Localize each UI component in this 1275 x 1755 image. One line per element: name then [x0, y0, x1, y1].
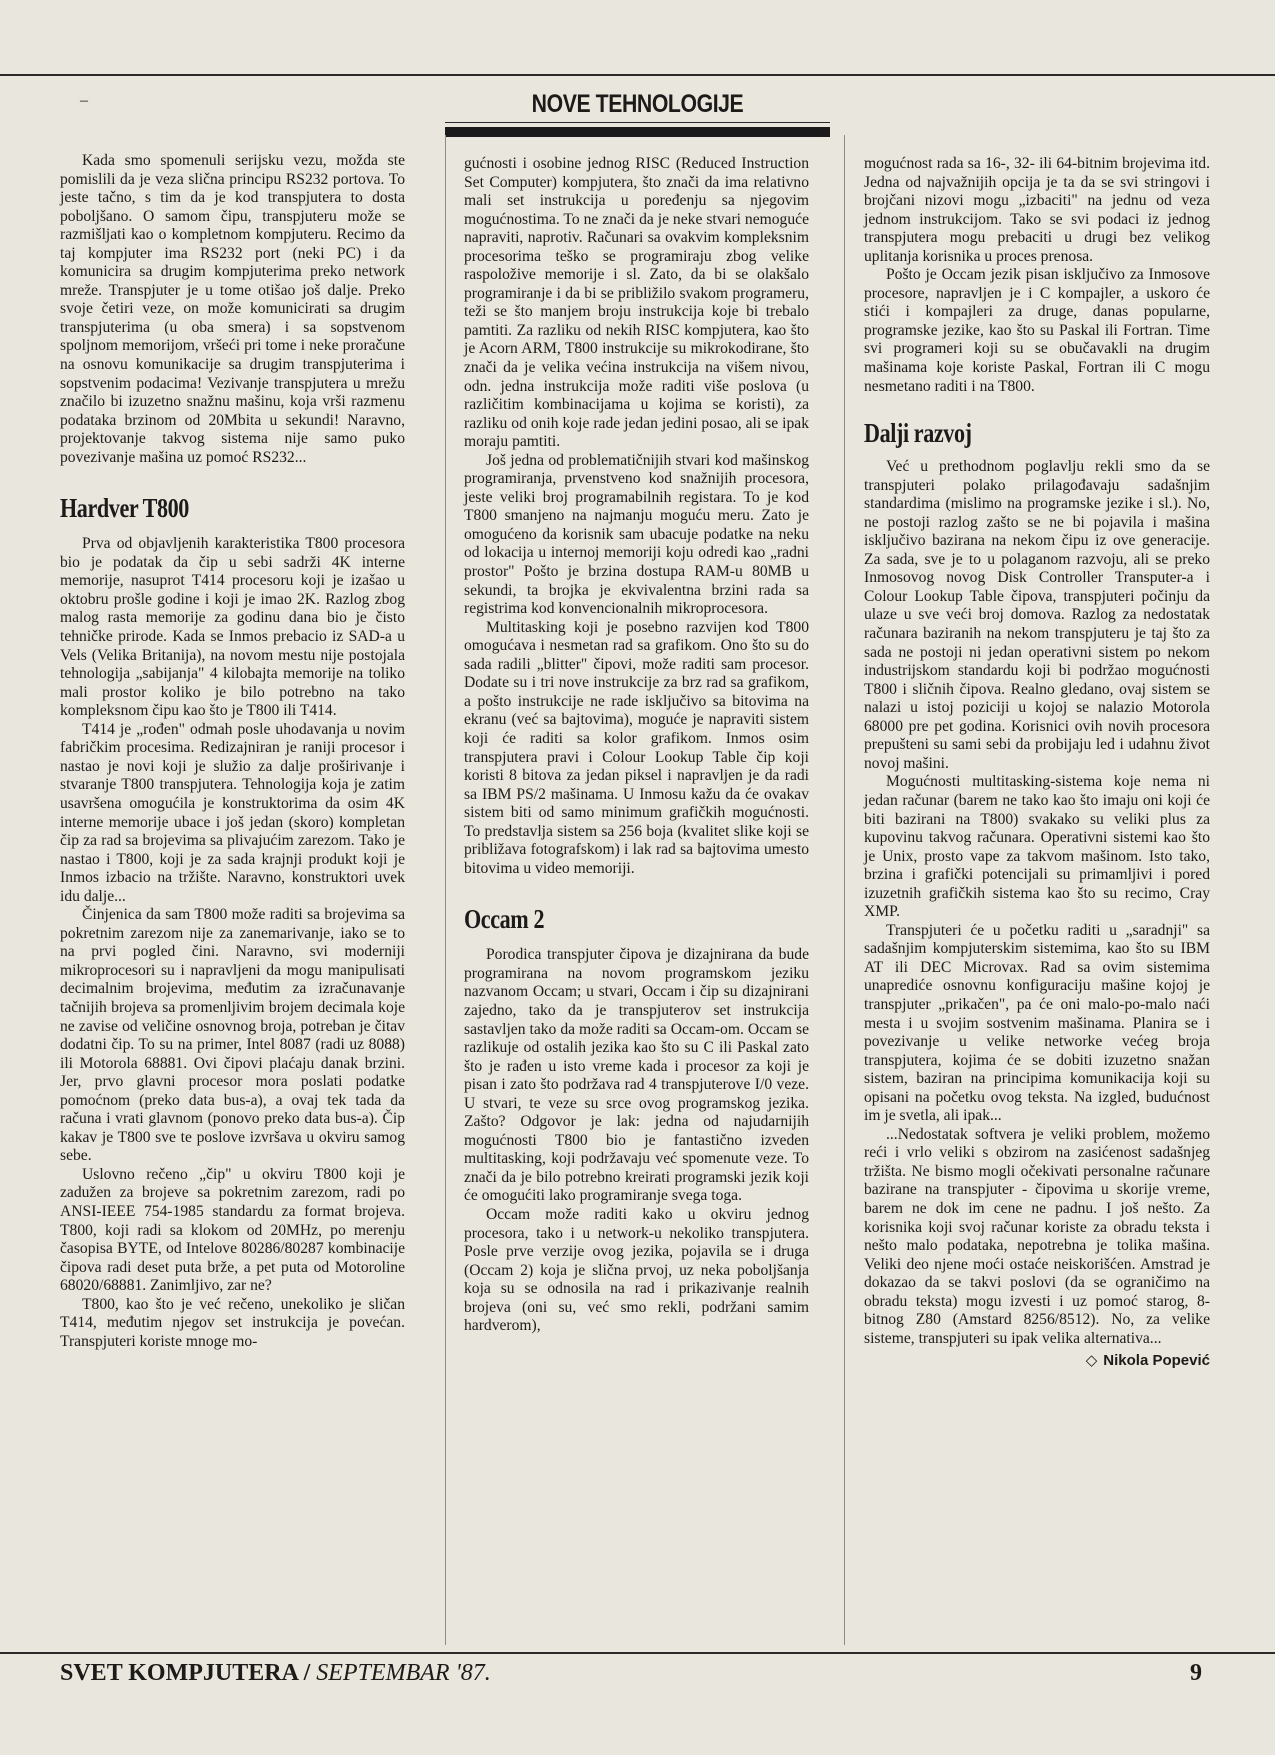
paragraph: Pošto je Occam jezik pisan isključivo za Inmosove procesore, napravljen je i C kompajler, a uskoro će stići i kompajleri za druge, danas popularne, programske jezike, kao što su Paskal ili Fortran. Time svi programeri koji su se obučavakli na drugim mašinama koje koriste Paskal, Fortran ili C mogu nesmetano raditi i na T800.: [864, 266, 1210, 395]
column-divider-1: [445, 135, 446, 1645]
subheading-occam: Occam 2: [464, 904, 545, 935]
footer-magazine: [60, 1660, 491, 1687]
paragraph: Činjenica da sam T800 može raditi sa brojevima sa pokretnim zarezom nije za zanemarivanje, iako se to na prvi pogled čini. Naravno, svi moderniji mikroprocesori su i napravljeni da mogu manipulisati decimalnim brojevima, međutim za izračunavanje tačnijih brojeva sa promenljivim brojem decimala koje ne zavise od veličine osnovnog broja, potreban je čitav dodatni čip. To su na primer, Intel 8087 (radi uz 8088) ili Motorola 68881. Ovi čipovi plaćaju danak brzini. Jer, prvo glavni procesor mora poslati podatke pomoćnom (preko data bus-a), a ovaj tek tada da računa i vrati glavnom (ponovo preko data bus-a). Čip kakav je T800 sve te poslove izvršava u okviru samog sebe.: [60, 906, 405, 1165]
paragraph: Mogućnosti multitasking-sistema koje nema ni jedan računar (barem ne tako kao što imaju oni koji će biti bazirani na T800) svakako su veliki plus za kupovinu takvog računara. Operativni sistemi kao što je Unix, prosto vape za takvom mašinom. Isto tako, brzina i grafički potencijali su primamljivi i pored izuzetnih grafičkih sistema kao što su recimo, Cray XMP.: [864, 773, 1210, 921]
bottom-rule: [0, 1652, 1275, 1654]
paragraph: Već u prethodnom poglavlju rekli smo da se transpjuteri polako prilagođavaju sadašnjim standardima (mislimo na programske jezike i sl.). No, ne postoji razlog zašto se ne bi pojavila i mašina isključivo bazirana na nekom čipu iz ove generacije. Za sada, sve je to u polaganom razvoju, ali se preko Inmosovog novog Disk Controller Transputer-a i Colour Lookup Table čipova, transpjuteri počinju da ulaze u sve veći broj domova. Razlog za nedostatak računara baziranih na nekom transpjuteru je taj što za sada ne postoji ni jedan operativni sistem po nekom industrijskom standardu koji bi podržao mogućnosti T800 i sličnih čipova. Realno gledano, ovaj sistem se nalazi u istoj poziciji u kojoj se nalazio Motorola 68000 pre pet godina. Korisnici ovih novih procesora prepušteni su sami sebi da probijaju led i udahnu život novoj mašini.: [864, 458, 1210, 772]
paragraph: Prva od objavljenih karakteristika T800 procesora bio je podatak da čip u sebi sadrži 4K interne memorije, nasuprot T414 procesoru koji je izašao u oktobru prošle godine i koji je imao 2K. Razlog zbog malog rasta memorije za godinu dana bio je čisto tehničke prirode. Kada se Inmos prebacio iz SAD-a u Vels (Velika Britanija), na novom mestu nije postojala tehnologija „sabijanja" 4 kilobajta memorije na toliko mali prostor koliko je bilo potrebno na tako kompleksnom čipu kao što je T800 ili T414.: [60, 535, 405, 720]
corner-dash: –: [80, 92, 88, 109]
paragraph: ...Nedostatak softvera je veliki problem, možemo reći i vrlo veliki s obzirom na zasićenost sadašnjeg tržišta. Ne bismo mogli očekivati personalne računare bazirane na transpjuter - čipovima u skorije vreme, barem ne dok im cene ne padnu. I još nešto. Za korisnika koji svoj računar koriste za obradu teksta i nešto malo podataka, nepotrebna je tolika mašina. Veliki deo njene moći ostaće neiskorišćen. Amstrad je dokazao da se takvi poslovi (da se ograničimo na obradu teksta) mogu izvesti i uz pomoć starog, 8-bitnog Z80 (Amstard 8256/8512). No, za velike sisteme, transpjuteri su ipak velika alternativa...: [864, 1125, 1210, 1347]
diamond-icon: ◇: [1085, 1352, 1098, 1370]
top-rule: [0, 74, 1275, 76]
paragraph: Još jedna od problematičnijih stvari kod mašinskog programiranja, prvenstveno kod snažnijih procesora, jeste veliki broj programabilnih registara. To je kod T800 smanjeno na najmanju moguću meru. Zato je omogućeno da korisnik sam ubacuje podatke na neku od lokacija u internoj memoriji koju odredi kao „radni prostor" Pošto je brzina dostupa RAM-u 80MB u sekundi, ta brojka je ekvivalentna brzini rada sa registrima kod konvencionalnih mikroprocesora.: [464, 451, 809, 618]
paragraph: gućnosti i osobine jednog RISC (Reduced Instruction Set Computer) kompjutera, što znači da ima relativno mali set instrukcija u poređenju sa njegovim mogućnostima. To ne znači da je neke stvari nemoguće napraviti, naprotiv. Računari sa ovakvim kompleksnim procesorima teško se programiraju zbog velike raspoložive memorije i sl. Zato, da bi se olakšalo programiranje i da bi se približilo svakom programeru, teži se što manjem broju instrukcija koje bi trebalo pamtiti. Za razliku od nekih RISC kompjutera, kao što je Acorn ARM, T800 instrukcije su mikrokodirane, što znači da je velika većina instrukcija na višem nivou, odn. jedna instrukcija može raditi više poslova (u različitim kombinacijama u kojima se koristi), za razliku od onih koje rade jedan jedini posao, ali se ipak moraju pamtiti.: [464, 155, 809, 451]
article-column-1: [60, 152, 405, 1637]
paragraph: T800, kao što je već rečeno, unekoliko je sličan T414, međutim njegov set instrukcija je povećan. Transpjuteri koriste mnoge mo-: [60, 1295, 405, 1350]
title-underline-bar: [445, 127, 830, 137]
article-column-2: [464, 155, 809, 1640]
paragraph: Uslovno rečeno „čip" u okviru T800 koji je zadužen za brojeve sa pokretnim zarezom, radi po ANSI-IEEE 754-1985 standardu za format brojeva. T800, koji radi sa klokom od 20MHz, po merenju časopisa BYTE, od Intelove 80286/80287 kombinacije čipova radi deset puta brže, a pet puta od Motoroline 68020/68881. Zanimljivo, zar ne?: [60, 1165, 405, 1295]
paragraph: Porodica transpjuter čipova je dizajnirana da bude programirana na novom programskom jeziku nazvanom Occam; u stvari, Occam i čip su dizajnirani zajedno, tako da je transpjuterov set instrukcija sastavljen tako da može raditi sa Occam-om. Occam se razlikuje od ostalih jezika kao što su C ili Paskal zato što je rađen u isto vreme kada i procesor za koji je pisan i zato što podržava rad 4 transpjuterove I/0 veze. U stvari, te veze su srce ovog programskog jezika. Zašto? Odgovor je lak: jedna od najudarnijih mogućnosti T800 bio je fantastično izveden multitasking, koji podržavaju već spomenute veze. To znači da je bilo potrebno kreirati programski jezik koji će omogućiti lako programiranje svega toga.: [464, 946, 809, 1205]
issue-date: SEPTEMBAR '87.: [316, 1660, 491, 1686]
subheading-hardver: Hardver T800: [60, 493, 189, 524]
paragraph: Kada smo spomenuli serijsku vezu, možda ste pomislili da je veza slična principu RS232 portova. To jeste tačno, s tim da je kod transpjutera to dosta poboljšano. O samom čipu, transpjuteru može se razmišljati kao o kompletnom kompjuteru. Recimo da taj kompjuter ima RS232 port (neki PC) i da komunicira sa drugim kompjuterima preko network mreže. Transpjuter je u tome otišao još dalje. Preko svoje četiri veze, on može komunicirati sa drugim transpjuterima (u oba smera) i sa sopstvenom spoljnom memorijom, vršeći pri tome i neke proračune na osnovu komunikacije sa drugim transpjuterima i sopstvenim podacima! Vezivanje transpjutera u mrežu značilo bi izuzetno snažnu mašinu, koja vrši razmenu podataka brzinom od 20Mbita u sekundi! Naravno, projektovanje takvog sistema nije samo puko povezivanje mašina uz pomoć RS232...: [60, 152, 405, 466]
paragraph: Multitasking koji je posebno razvijen kod T800 omogućava i nesmetan rad sa grafikom. Ono što su do sada radili „blitter" čipovi, može raditi sam procesor. Dodate su i tri nove instrukcije za brz rad sa grafikom, a pošto instrukcije ne rade isključivo sa bitovima na ekranu (već sa bajtovima), moguće je napraviti sistem koji će raditi sa kolor grafikom. Inmos osim transpjutera pravi i Colour Lookup Table čip koji koristi 8 bitova za jedan piksel i napravljen je da radi sa IBM PS/2 mašinama. U Inmosu kažu da će ovakav sistem biti od samo minimum grafičkih mogućnosti. To predstavlja sistem sa 256 boja (kvalitet slike koji se približava fotografskom) i lak rad sa bajtovima umesto bitovima u video memoriji.: [464, 618, 809, 877]
paragraph: mogućnost rada sa 16-, 32- ili 64-bitnim brojevima itd. Jedna od najvažnijih opcija je ta da se svi stringovi i brojčani nizovi mogu „izbaciti" na jednu od veza jednom instrukcijom. Tako se svi podaci iz jednog transpjutera mogu prebaciti u drugi bez velikog uplitanja korisnika u proces prenosa.: [864, 155, 1210, 265]
author-signature: [864, 1352, 1210, 1371]
author-name: Nikola Popević: [1103, 1352, 1210, 1370]
magazine-name: SVET KOMPJUTERA /: [60, 1660, 311, 1686]
column-divider-2: [844, 135, 845, 1645]
paragraph: Occam može raditi kako u okviru jednog procesora, tako i u network-u nekoliko transpjutera. Posle prve verzije ovog jezika, pojavila se i druga (Occam 2) koja je slična prvoj, uz neka poboljšanja koja su se odnosila na rad i prikazivanje realnih brojeva (oni su, već smo rekli, podržani samim hardverom),: [464, 1205, 809, 1335]
subheading-razvoj: Dalji razvoj: [864, 418, 972, 449]
section-title: NOVE TEHNOLOGIJE: [531, 90, 744, 118]
paragraph: Transpjuteri će u početku raditi u „saradnji" sa sadašnjim kompjuterskim sistemima, kao što su IBM AT ili DEC Microvax. Rad sa ovim sistemima unaprediće osnovnu konfiguraciju mašine kojoj je transpjuter „prikačen", pa će oni malo-po-malo naći mesta i u svojim sostvenim mašinama. Planira se i povezivanje u velike networke većeg broja transpjutera, kojima će se dobiti izuzetno snažan sistem, baziran na principima komunikacija koji su opisani na početku ovog teksta. Na izgled, budućnost im je svetla, ali ipak...: [864, 921, 1210, 1125]
page-number: 9: [1190, 1660, 1202, 1686]
article-column-3: [864, 155, 1210, 1635]
paragraph: T414 je „rođen" odmah posle uhodavanja u novim fabričkim procesima. Redizajniran je raniji procesor i nastao je novi koji je služio za dalje proširivanje i stvaranje T800 transpjutera. Tehnologija koja je zatim usavršena omogućila je konstruktorima da osim 4K interne memorije ubace i još jedan (skoro) kompletan čip za rad sa brojevima sa plivajućim zarezom. Tako je nastao i T800, koji je za sada krajnji produkt koji je Inmos izbacio na tržište. Naravno, konstruktori uvek idu dalje...: [60, 720, 405, 905]
